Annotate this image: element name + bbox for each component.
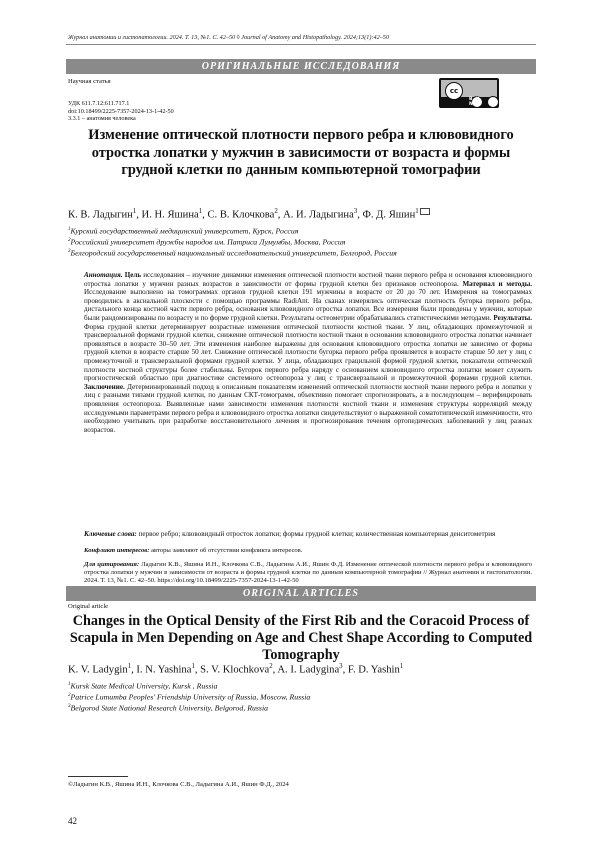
citation-label: Для цитирования: bbox=[84, 561, 140, 568]
abstract-section-text: Детерминированный подход к описанным показателям изменений оптической плотности костной ткани первого ребра и лопатки у лиц с разными типами грудной клетки, по данным СКТ-томограмм, объективно помогает спрогнозировать, а в последующем – верифицировать проявления остеопороза. Выявленные нами зависимости изменения плотности костной ткани и изменения структуры корреляций между исследуемыми параметрами первого ребра и клювовидного отростка лопатки свидетельствуют о выраженной соматотипической изменчивости, что необходимо учитывать при разработке восстановительного лечения и прогнозирования течения ортопедических заболеваний у лиц разных возрастов. bbox=[84, 382, 532, 434]
author-name: К. В. Ладыгин bbox=[68, 209, 133, 221]
conflict-of-interest bbox=[84, 547, 532, 555]
author-affil-marker: 3 bbox=[353, 208, 358, 215]
udc: УДК 611.7.12:611.717.1 bbox=[68, 100, 130, 107]
affiliation-marker: 2 bbox=[68, 237, 71, 243]
affiliation-item bbox=[68, 225, 534, 236]
page-number: 42 bbox=[68, 816, 77, 826]
specialty: 3.3.1 – анатомия человека bbox=[68, 115, 136, 123]
citation bbox=[84, 561, 532, 584]
abstract-body bbox=[84, 271, 532, 434]
author-name: I. N. Yashina bbox=[136, 664, 192, 676]
authors-en: K. V. Ladygin$^1$, I. N. Yashina$^1$, S. V. Klochkova$^2$, A. I. Ladygina$^3$, F. D. Yashin$^1$ bbox=[68, 663, 404, 676]
abstract-section-text: Форма грудной клетки детерминирует возрастные изменения оптической плотности костной ткани. У лиц, обладающих промежуточной и трансверзальной формами грудной клетки, снижение оптической плотности костной ткани в основании клювовидного отростка лопатки начинает проявляться в возрасте 30–50 лет. Эти изменения наиболее выражены для основания клювовидного отростка лопатки не зависимо от формы грудной клетки в возрасте старше 50 лет. Снижение оптической плотности бугорка первого ребра проявляется в возрасте старше 50 лет у лиц с промежуточной и трансверзальной формами грудной клетки. У лица, обладающих грацильной формой грудной клетки, показатели оптической плотности костной структуры более стабильны. Бугорок первого ребра наряду с основанием клювовидного отростка лопатки может служить прогностической областью при диагностике системного остеопороза у лиц с трансверзальной и промежуточной формами грудной клетки. bbox=[84, 322, 532, 383]
license-labels bbox=[469, 97, 499, 107]
affiliation-text: Patrice Lumumba Peoples' Friendship University of Russia, Moscow, Russia bbox=[70, 692, 311, 702]
author-name: A. I. Ladygina bbox=[277, 664, 340, 676]
affiliations-ru bbox=[68, 225, 534, 258]
affiliation-marker: 1 bbox=[68, 681, 71, 687]
author-name: С. В. Клочкова bbox=[207, 209, 275, 221]
author-name: Ф. Д. Яшин bbox=[362, 209, 416, 221]
author-affil-marker: 2 bbox=[269, 663, 273, 670]
author-affil-marker: 1 bbox=[127, 663, 132, 670]
affiliation-marker: 3 bbox=[68, 703, 71, 709]
citation-text: Ладыгин К.В., Яшина И.Н., Клочкова С.В., Ладыгина А.И., Яшин Ф.Д. Изменение оптической плотности первого ребра и клювовидного отростка лопатки у мужчин в зависимости от возраста и формы грудной клетки по данным компьютерной томографии // Журнал анатомии и гистопатологии. 2024. Т. 13, №1. С. 42–50. https://doi.org/10.18499/2225-7357-2024-13-1-42-50 bbox=[84, 561, 533, 584]
affiliation-text: Курский государственный медицинский университет, Курск, Россия bbox=[70, 226, 299, 236]
affiliations-en bbox=[68, 680, 534, 713]
license-by: BY bbox=[469, 97, 484, 102]
author-name: S. V. Klochkova bbox=[200, 664, 270, 676]
abstract-section-heading: Результаты. bbox=[493, 313, 532, 322]
author-name: K. V. Ladygin bbox=[68, 664, 128, 676]
keywords-text: первое ребро; клювовидный отросток лопатки; формы грудной клетки; количественная компьютерная денситометрия bbox=[138, 530, 496, 538]
affiliation-item bbox=[68, 702, 534, 713]
affiliation-item bbox=[68, 247, 534, 258]
article-type-ru: Научная статья bbox=[68, 78, 111, 85]
affiliation-item bbox=[68, 691, 534, 702]
cc-icon: cc bbox=[445, 82, 463, 100]
keywords-label: Ключевые слова: bbox=[84, 530, 137, 538]
abstract-section-text: Исследование выполнено на томограммах органов грудной клетки 191 мужчины в возрасте от 20 до 70 лет. Измерения на томограммах проводились в аксиальной плоскости с помощью программы RadiAnt. На сканах измерялись оптическая плотность бугорка первого ребра, дистального конца костной части первого ребра, основания клювовидного отростка лопатки. Все измерения были проведены у мужчин, которые были рандомизированы по возрасту и по форме грудной клетки. Результаты остеометрии обрабатывались статистическими методами. bbox=[84, 288, 532, 322]
article-title-en: Changes in the Optical Density of the First Rib and the Coracoid Process of Scapula in Men Depending on Age and Chest Shape According to Computed Tomography bbox=[69, 613, 533, 663]
affiliation-text: Белгородский государственный национальный исследовательский университет, Белгород, Россия bbox=[70, 248, 397, 258]
keywords-ru bbox=[84, 530, 532, 539]
author-affil-marker: 1 bbox=[132, 208, 137, 215]
footnote-rule bbox=[68, 776, 128, 777]
author-name: А. И. Ладыгина bbox=[283, 209, 354, 221]
affiliation-marker: 2 bbox=[68, 692, 71, 698]
author-affil-marker: 1 bbox=[399, 663, 404, 670]
header-rule bbox=[66, 44, 536, 45]
doi[interactable]: doi:10.18499/2225-7357-2024-13-1-42-50 bbox=[68, 107, 174, 115]
affiliation-item bbox=[68, 236, 534, 247]
abstract-label: Аннотация. bbox=[84, 271, 123, 279]
section-banner-en: ORIGINAL ARTICLES bbox=[66, 586, 536, 601]
author-name: F. D. Yashin bbox=[347, 664, 400, 676]
copyright-footnote: ©Ладыгин К.В., Яшина И.Н., Клочкова С.В., Ладыгина А.И., Яшин Ф.Д., 2024 bbox=[68, 781, 289, 788]
author-name: И. Н. Яшина bbox=[141, 209, 199, 221]
section-banner-ru: ОРИГИНАЛЬНЫЕ ИССЛЕДОВАНИЯ bbox=[66, 59, 536, 74]
license-nc: NC bbox=[469, 102, 485, 107]
conflict-label: Конфликт интересов: bbox=[84, 547, 150, 554]
article-meta bbox=[68, 100, 174, 123]
author-affil-marker: 3 bbox=[339, 663, 343, 670]
abstract-section-heading: Материал и методы. bbox=[462, 279, 533, 288]
affiliation-marker: 3 bbox=[68, 248, 71, 254]
authors-ru: К. В. Ладыгин$^1$, И. Н. Яшина$^1$, С. В. Клочкова$^2$, А. И. Ладыгина$^3$, Ф. Д. Яшин$^1$ bbox=[68, 208, 536, 221]
author-affil-marker: 1 bbox=[191, 663, 195, 670]
envelope-icon[interactable] bbox=[420, 208, 430, 215]
author-affil-marker: 1 bbox=[198, 208, 203, 215]
abstract-section-heading: Цель bbox=[124, 271, 142, 279]
author-affil-marker: 1 bbox=[415, 208, 419, 215]
cc-license-badge[interactable] bbox=[439, 78, 499, 108]
abstract-section-heading: Заключение. bbox=[84, 382, 125, 391]
article-type-en: Original article bbox=[68, 603, 109, 610]
affiliation-text: Kursk State Medical University, Kursk , Russia bbox=[70, 681, 218, 691]
affiliation-item bbox=[68, 680, 534, 691]
journal-header: Журнал анатомии и гистопатологии. 2024. Т. 13, №1. С. 42–50 ◊ Journal of Anatomy and Histopathology. 2024;13(1):42–50 bbox=[68, 34, 389, 41]
conflict-text: авторы заявляют об отсутствии конфликта интересов. bbox=[151, 547, 303, 554]
affiliation-text: Российский университет дружбы народов им. Патриса Лумумбы, Москва, Россия bbox=[70, 237, 346, 247]
abstract-section-text: исследования – изучение динамики изменения оптической плотности костной ткани первого ребра и основания клювовидного отростка лопатки у мужчин разных возрастов в зависимости от формы грудной клетки без признаков остеопороза. bbox=[84, 271, 532, 288]
affiliation-text: Belgorod State National Research University, Belgorod, Russia bbox=[70, 703, 269, 713]
abstract-ru bbox=[84, 271, 532, 434]
article-title-ru: Изменение оптической плотности первого ребра и клювовидного отростка лопатки у мужчин в зависимости от возраста и формы грудной клетки по данным компьютерной томографии bbox=[88, 127, 514, 178]
affiliation-marker: 1 bbox=[68, 226, 71, 232]
author-affil-marker: 2 bbox=[274, 208, 278, 215]
